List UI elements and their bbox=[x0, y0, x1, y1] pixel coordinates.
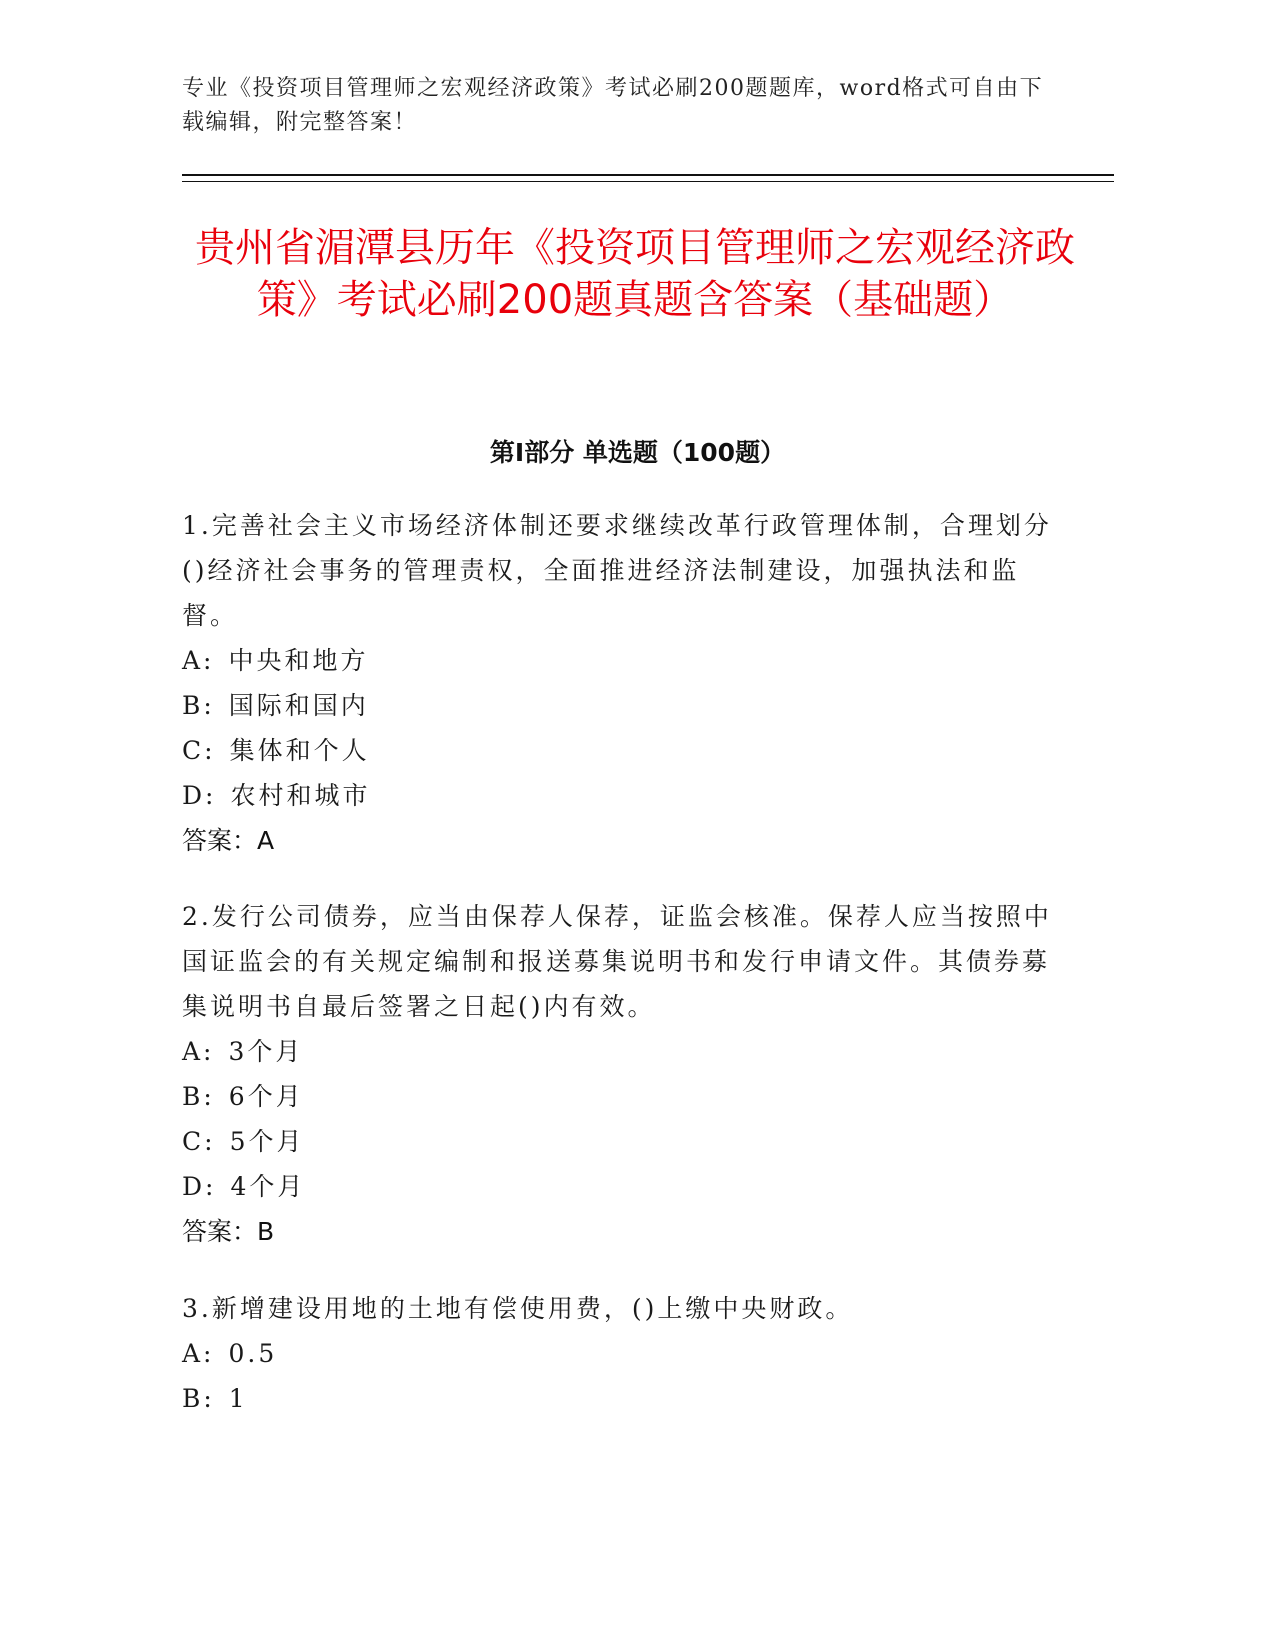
option-text: 0.5 bbox=[228, 1339, 278, 1368]
question-2 bbox=[182, 894, 1062, 1254]
option-text: 国际和国内 bbox=[228, 691, 369, 720]
option-letter: B: bbox=[182, 1082, 215, 1111]
option-letter: C: bbox=[182, 1127, 216, 1156]
option-letter: C: bbox=[182, 736, 216, 765]
question-1 bbox=[182, 503, 1062, 863]
option-b bbox=[182, 683, 1062, 728]
question-3 bbox=[182, 1286, 1062, 1421]
option-text: 集体和个人 bbox=[229, 736, 370, 765]
option-letter: B: bbox=[182, 1384, 215, 1413]
option-letter: B: bbox=[182, 691, 215, 720]
section-heading: 第Ⅰ部分 单选题（100题） bbox=[489, 438, 786, 467]
option-text: 中央和地方 bbox=[228, 646, 369, 675]
option-b bbox=[182, 1074, 1062, 1119]
option-c bbox=[182, 1119, 1062, 1164]
option-a bbox=[182, 1029, 1062, 1074]
option-text: 6个月 bbox=[228, 1082, 304, 1111]
option-letter: D: bbox=[182, 781, 217, 810]
option-text: 农村和城市 bbox=[230, 781, 371, 810]
option-d bbox=[182, 773, 1062, 818]
option-letter: D: bbox=[182, 1172, 217, 1201]
option-a bbox=[182, 638, 1062, 683]
answer: 答案：B bbox=[182, 1217, 275, 1246]
option-c bbox=[182, 728, 1062, 773]
option-letter: A: bbox=[182, 646, 215, 675]
option-a bbox=[182, 1331, 1062, 1376]
option-b bbox=[182, 1376, 1062, 1421]
question-stem: 3.新增建设用地的土地有偿使用费，()上缴中央财政。 bbox=[182, 1294, 854, 1323]
option-text: 5个月 bbox=[229, 1127, 305, 1156]
answer: 答案：A bbox=[182, 826, 275, 855]
header-rule-thin bbox=[182, 181, 1114, 182]
option-text: 4个月 bbox=[230, 1172, 306, 1201]
header-rule-thick bbox=[182, 174, 1114, 176]
document-title: 贵州省湄潭县历年《投资项目管理师之宏观经济政策》考试必刷200题真题含答案（基础题） bbox=[195, 225, 1075, 323]
option-letter: A: bbox=[182, 1037, 215, 1066]
question-stem: 2.发行公司债券，应当由保荐人保荐，证监会核准。保荐人应当按照中国证监会的有关规定编制和报送募集说明书和发行申请文件。其债券募集说明书自最后签署之日起()内有效。 bbox=[182, 902, 1052, 1021]
option-text: 3个月 bbox=[228, 1037, 304, 1066]
header-note: 专业《投资项目管理师之宏观经济政策》考试必刷200题题库，word格式可自由下载编辑，附完整答案！ bbox=[182, 76, 1044, 135]
question-stem: 1.完善社会主义市场经济体制还要求继续改革行政管理体制，合理划分()经济社会事务的管理责权，全面推进经济法制建设，加强执法和监督。 bbox=[182, 511, 1052, 630]
option-d bbox=[182, 1164, 1062, 1209]
option-text: 1 bbox=[228, 1384, 248, 1413]
option-letter: A: bbox=[182, 1339, 215, 1368]
